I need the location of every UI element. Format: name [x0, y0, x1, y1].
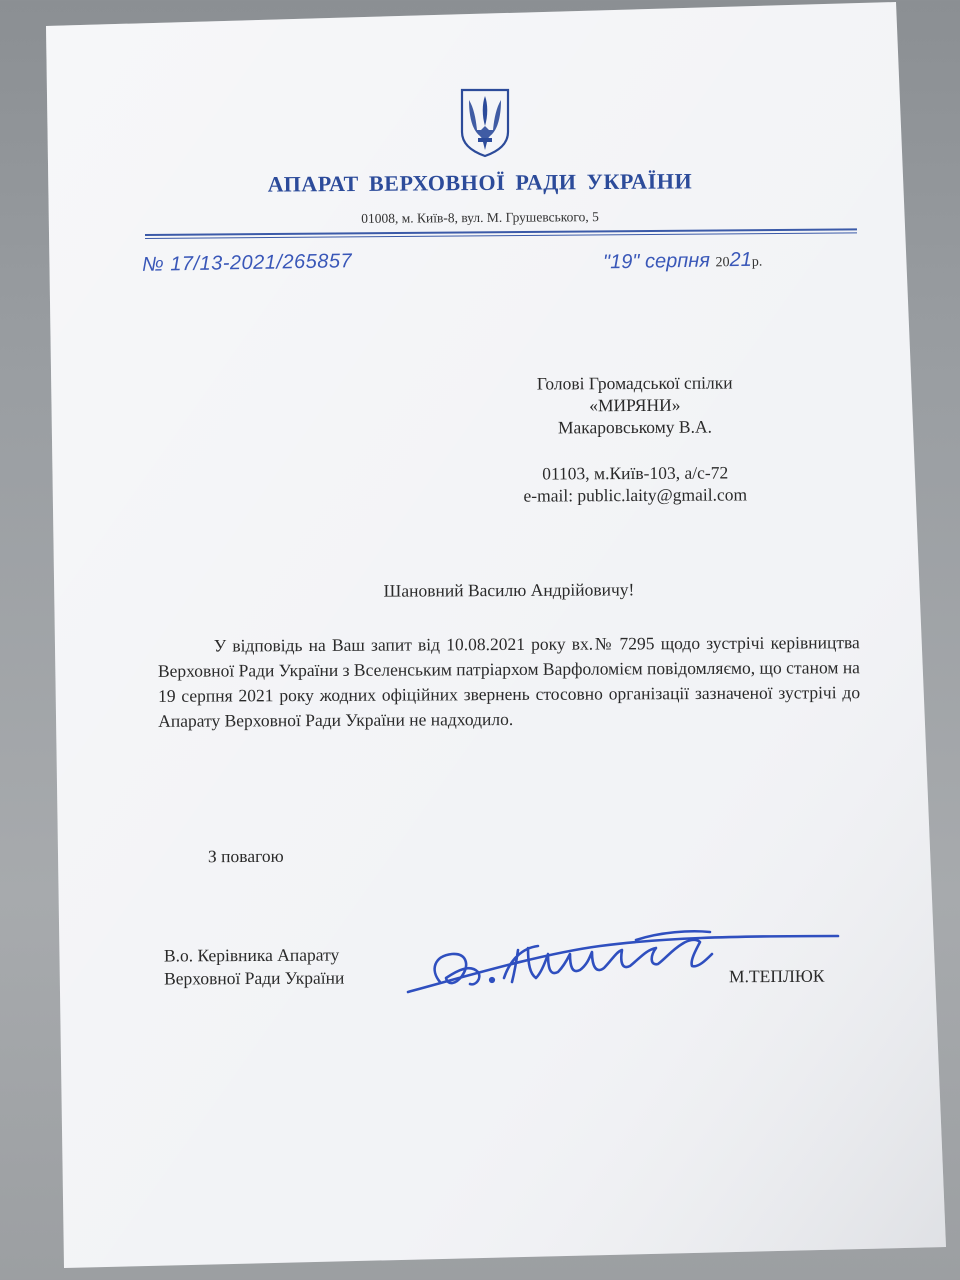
- signer-title: [164, 944, 344, 991]
- handwritten-signature: [400, 920, 845, 1002]
- letter-body: У відповідь на Ваш запит від 10.08.2021 року вх.№ 7295 щодо зустрічі керівництва Верховної Ради України з Вселенським патріархом Варфоломієм повідомляємо, що станом на 19 серпня 2021 року жодних офіційних звернень стосовно організації зазначеної зустрічі до Апарату Верховної Ради України не надходило.: [157, 632, 861, 731]
- signer-name: М.ТЕПЛЮК: [728, 965, 825, 987]
- recipient-line2: «МИРЯНИ»: [589, 394, 681, 416]
- salutation: Шановний Василю Андрійовичу!: [383, 579, 635, 601]
- date-year-print: 20: [715, 255, 730, 271]
- closing: З повагою: [207, 845, 284, 867]
- recipient-email: e-mail: public.laity@gmail.com: [523, 484, 748, 506]
- registration-date: [603, 249, 763, 275]
- date-year-hand: 21: [729, 248, 752, 272]
- date-day: "19": [602, 250, 640, 274]
- recipient-address: 01103, м.Київ-103, а/с-72: [542, 462, 729, 484]
- recipient-block: [470, 371, 801, 507]
- org-title: АПАРАТ ВЕРХОВНОЇ РАДИ УКРАЇНИ: [267, 168, 693, 197]
- date-month: серпня: [644, 249, 711, 273]
- recipient-line3: Макаровському В.А.: [557, 416, 713, 438]
- signer-title-line1: В.о. Керівника Апарату: [163, 944, 340, 966]
- recipient-line1: Голові Громадської спілки: [536, 372, 733, 394]
- org-address: 01008, м. Київ-8, вул. М. Грушевського, 5: [361, 209, 599, 226]
- date-year-suffix: р.: [751, 254, 763, 270]
- signer-title-line2: Верховної Ради України: [164, 967, 345, 989]
- registration-number: № 17/13-2021/265857: [141, 250, 353, 276]
- trident-icon: [458, 86, 512, 158]
